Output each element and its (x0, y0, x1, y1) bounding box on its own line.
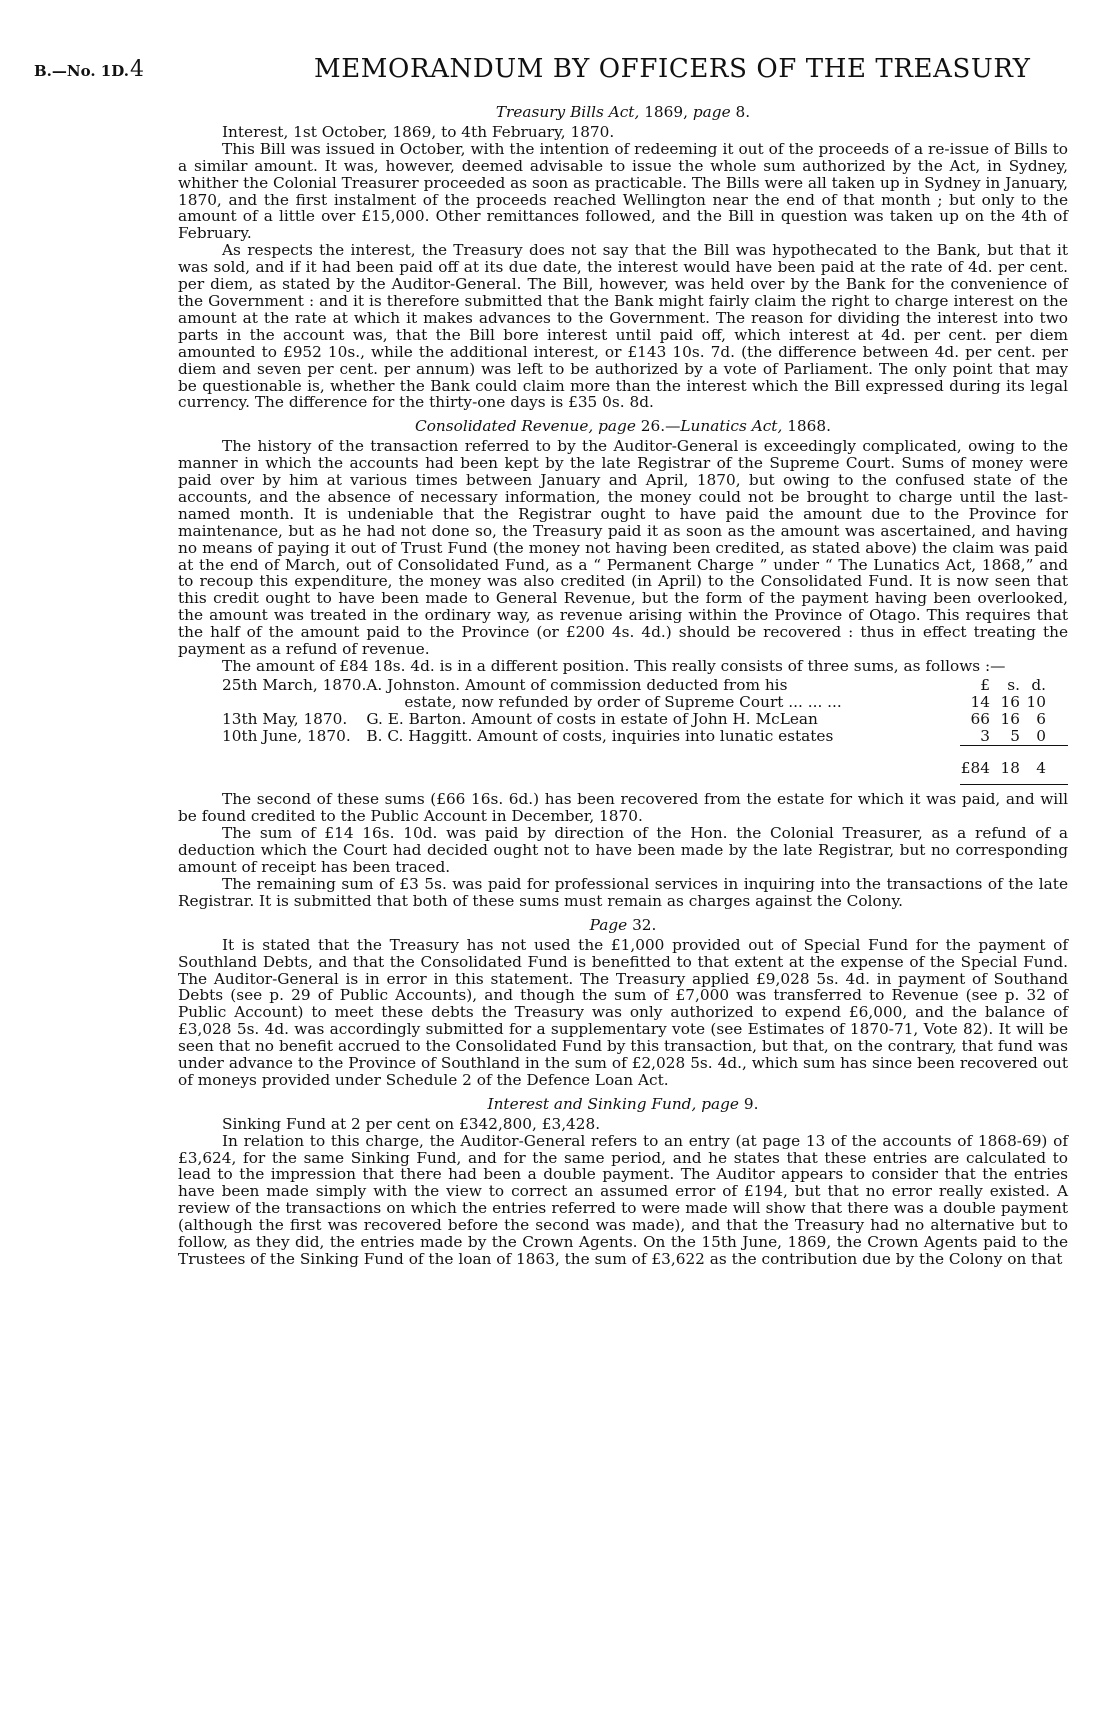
total-row (178, 745, 1068, 785)
date-cell: 13th May, 1870. (222, 709, 348, 728)
paragraph: It is stated that the Treasury has not used the £1,000 provided out of Special Fund for the payment of Southland Debts, and that the Consolidated Fund is benefitted to that extent at the expense of the Special Fund. The Auditor-General is in error in this statement. The Treasury applied £9,028 5s. 4d. in payment of Southand Debts (see p. 29 of Public Accounts), and though the sum of £7,000 was transferred to Revenue (see p. 32 of Public Account) to meet these debts the Treasury was only authorized to expend £6,000, and the balance of £3,028 5s. 4d. was accordingly submitted for a supplementary vote (see Estimates of 1870-71, Vote 82). It will be seen that no benefit accrued to the Consolidated Fund by this transaction, but that, on the contrary, that fund was under advance to the Province of Southland in the sum of £2,028 5s. 4d., which sum has since been recovered out of moneys provided under Schedule 2 of the Defence Loan Act. (178, 935, 1068, 1089)
table-row (178, 728, 1068, 745)
section-heading-consolidated-revenue: Consolidated Revenue, page 26.—Lunatics Act, 1868. (415, 417, 831, 436)
paragraph: The sum of £14 16s. 10d. was paid by direction of the Hon. the Colonial Treasurer, as a refund of a deduction which the Court had decided ought not to have been made by the late Registrar, but no corresponding amount of receipt has been traced. (178, 824, 1068, 877)
paragraph: As respects the interest, the Treasury does not say that the Bill was hypothecated to the Bank, but that it was sold, and if it had been paid off at its due date, the interest would have been paid at the rate of 4d. per cent. per diem, as stated by the Auditor-General. The Bill, however, was held over by the Bank for the convenience of the Government : and it is therefore submitted that the Bank might fairly claim the right to charge interest on the amount at the rate at which it makes advances to the Government. The reason for dividing the interest into two parts in the account was, that the Bill bore interest until paid off, which interest at 4d. per cent. per diem amounted to £952 10s., while the additional interest, or £143 10s. 7d. (the difference between 4d. per cent. per diem and seven per cent. per annum) was left to be authorized by a vote of Parliament. The only point that may be questionable is, whether the Bank could claim more than the interest which the Bill expressed during its legal currency. The difference for the thirty-one days is £35 0s. 8d. (178, 241, 1068, 412)
page-title: MEMORANDUM BY OFFICERS OF THE TREASURY (314, 54, 1031, 84)
page-header (34, 54, 1084, 94)
table-row (178, 711, 1068, 728)
page-number: 4 (130, 57, 144, 82)
document-body (178, 104, 1068, 1268)
section-heading-page-32: Page 32. (589, 915, 657, 934)
amount-cell: 3 5 0 (980, 726, 1046, 745)
section-heading-sinking-fund: Interest and Sinking Fund, page 9. (487, 1094, 759, 1113)
description-cell: B. C. Haggitt. Amount of costs, inquiries into lunatic estates (366, 726, 834, 745)
description-cell: G. E. Barton. Amount of costs in estate of John H. McLean (366, 709, 818, 728)
paragraph: The history of the transaction referred to by the Auditor-General is exceedingly complicated, owing to the manner in which the accounts had been kept by the late Registrar of the Supreme Court. Sums of money were paid over by him at various times between January and April, 1870, but owing to the confused state of the accounts, and the absence of necessary information, the money could not be brought to charge until the last-named month. It is undeniable that the Registrar ought to have paid the amount due to the Province for maintenance, but as he had not done so, the Treasury paid it as soon as the amount was ascertained, and having no means of paying it out of Trust Fund (the money not having been credited, as stated above) the claim was paid at the end of March, out of Consolidated Fund, as a “ Permanent Charge ” under “ The Lunatics Act, 1868,” and to recoup this expenditure, the money was also credited (in April) to the Consolidated Fund. It is now seen that this credit ought to have been made to General Revenue, but the form of the payment having been overlooked, the amount was treated in the ordinary way, as revenue arising within the Province of Otago. This requires that the half of the amount paid to the Province (or £200 4s. 4d.) should be recovered : thus in effect treating the payment as a refund of revenue. (178, 437, 1068, 659)
document-reference: B.—No. 1D. (34, 62, 129, 80)
paragraph: The second of these sums (£66 16s. 6d.) has been recovered from the estate for which it was paid, and will be found credited to the Public Account in December, 1870. (178, 790, 1068, 826)
date-cell: 25th March, 1870. (222, 675, 367, 694)
paragraph: Interest, 1st October, 1869, to 4th February, 1870. (222, 122, 615, 141)
amount-cell: 14 16 10 (970, 692, 1046, 711)
amount-cell: 66 16 6 (970, 709, 1046, 728)
paragraph: The remaining sum of £3 5s. was paid for professional services in inquiring into the transactions of the late Registrar. It is submitted that both of these sums must remain as charges against the Colony. (178, 874, 1068, 910)
section-heading-treasury-bills: Treasury Bills Act, 1869, page 8. (495, 103, 751, 121)
table-row (178, 677, 1068, 694)
sums-table (178, 677, 1068, 786)
paragraph: The amount of £84 18s. 4d. is in a different position. This really consists of three sums, as follows :— (222, 657, 1006, 675)
description-cell: estate, now refunded by order of Supreme Court ... ... ... (404, 692, 842, 711)
paragraph: In relation to this charge, the Auditor-General refers to an entry (at page 13 of the accounts of 1868-69) of £3,624, for the same Sinking Fund, and for the same period, and he states that these entries are calculated to lead to the impression that there had been a double payment. The Auditor appears to consider that the entries have been made simply with the view to correct an assumed error of £194, but that no error really existed. A review of the transactions on which the entries referred to were made will show that there was a double payment (although the first was recovered before the second was made), and that the Treasury had no alternative but to follow, as they did, the entries made by the Crown Agents. On the 15th June, 1869, the Crown Agents paid to the Trustees of the Sinking Fund of the loan of 1863, the sum of £3,622 as the contribution due by the Colony on that (178, 1131, 1068, 1268)
date-cell (178, 694, 366, 711)
paragraph: Sinking Fund at 2 per cent on £342,800, £3,428. (222, 1114, 601, 1133)
total-amount: £84 18 4 (960, 745, 1068, 785)
description-cell: A. Johnston. Amount of commission deducted from his (366, 675, 788, 694)
table-row (178, 694, 1068, 711)
date-cell: 10th June, 1870. (222, 726, 351, 745)
paragraph: This Bill was issued in October, with the intention of redeeming it out of the proceeds of a re-issue of Bills to a similar amount. It was, however, deemed advisable to issue the whole sum authorized by the Act, in Sydney, whither the Colonial Treasurer proceeded as soon as practicable. The Bills were all taken up in Sydney in January, 1870, and the first instalment of the proceeds reached Wellington near the end of that month ; but only to the amount of a little over £15,000. Other remittances followed, and the Bill in question was taken up on the 4th of February. (178, 139, 1068, 243)
currency-header: £ s. d. (980, 675, 1046, 694)
